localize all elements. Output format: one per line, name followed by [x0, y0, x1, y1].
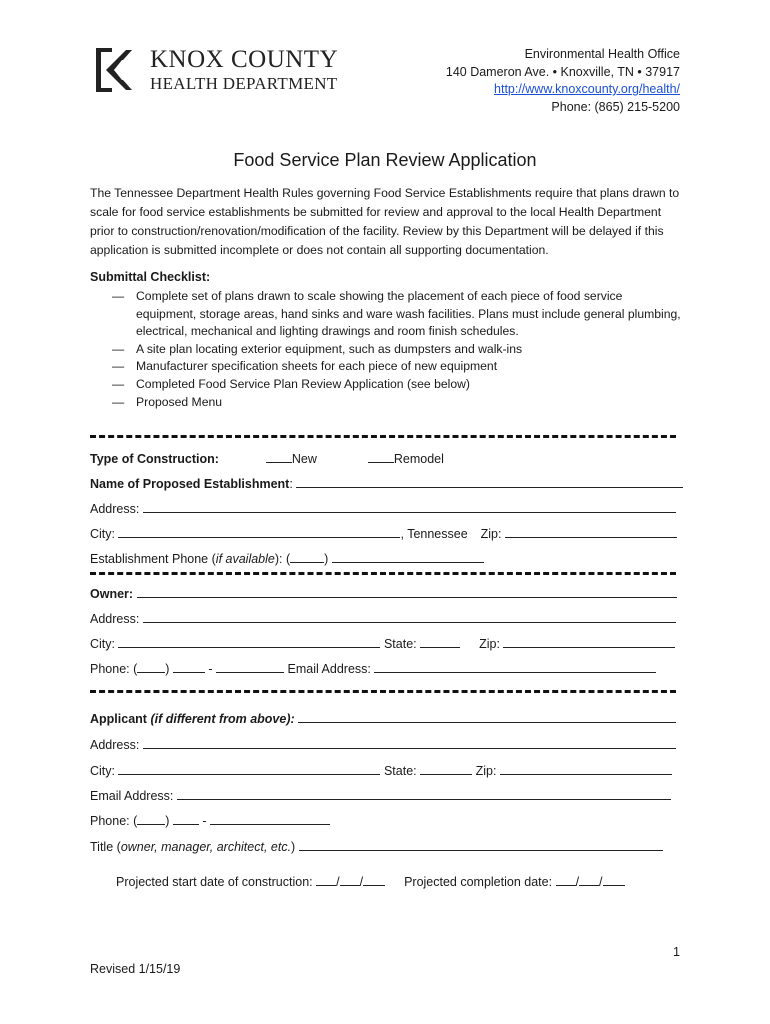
office-address: 140 Dameron Ave. • Knoxville, TN • 37917: [445, 64, 680, 79]
address-label: Address:: [90, 738, 140, 752]
revision-date: Revised 1/15/19: [90, 962, 181, 976]
phone-hint: if available: [215, 552, 275, 566]
zip-label: Zip:: [479, 637, 500, 651]
completion-year-field[interactable]: [603, 873, 625, 886]
city-label: City:: [90, 527, 115, 541]
owner-area-code-field[interactable]: [137, 660, 165, 673]
applicant-address-row: [90, 736, 680, 752]
owner-row: [90, 585, 680, 601]
contact-block: [446, 46, 680, 116]
phone-label: Phone:: [90, 814, 130, 828]
tennessee-label: , Tennessee: [400, 527, 468, 541]
applicant-title-row: Title (owner, manager, architect, etc.): [90, 838, 680, 854]
applicant-city-field[interactable]: [118, 762, 380, 775]
owner-zip-field[interactable]: [503, 635, 675, 648]
checklist-item: — A site plan locating exterior equipment, such as dumpsters and walk-ins: [112, 341, 523, 356]
establishment-address-field[interactable]: [143, 500, 676, 513]
completion-date-label: Projected completion date:: [404, 875, 553, 889]
start-date-label: Projected start date of construction:: [116, 875, 313, 889]
page-title: Food Service Plan Review Application: [233, 150, 537, 170]
email-label: Email Address:: [90, 789, 174, 803]
applicant-title-field[interactable]: [299, 838, 663, 851]
applicant-area-code-field[interactable]: [137, 812, 165, 825]
establishment-phone-label: Establishment Phone: [90, 552, 209, 566]
checklist-title: Submittal Checklist:: [90, 270, 211, 284]
owner-label: Owner:: [90, 587, 134, 601]
applicant-email-row: [90, 787, 680, 803]
applicant-hint: (if different from above):: [150, 712, 295, 726]
address-label: Address:: [90, 502, 140, 516]
org-department: HEALTH DEPARTMENT: [150, 74, 338, 93]
new-checkbox-field[interactable]: [266, 450, 292, 463]
projected-dates-row: Projected start date of construction: / / Projected completion date: / /: [116, 873, 706, 889]
page-number: 1: [673, 945, 680, 959]
website-link[interactable]: http://www.knoxcounty.org/health/: [494, 82, 680, 96]
applicant-phone-line-field[interactable]: [210, 812, 330, 825]
submittal-checklist: [112, 288, 682, 411]
applicant-state-field[interactable]: [420, 762, 472, 775]
owner-address-row: [90, 610, 680, 626]
org-name: KNOX COUNTY: [150, 46, 339, 73]
office-name: Environmental Health Office: [524, 47, 680, 61]
email-label: Email Address:: [287, 662, 371, 676]
title-hint: owner, manager, architect, etc.: [120, 840, 292, 854]
applicant-address-field[interactable]: [143, 736, 676, 749]
zip-label: Zip:: [475, 764, 497, 778]
establishment-name-label: Name of Proposed Establishment: [90, 477, 290, 491]
org-logo: [92, 46, 352, 96]
knox-county-logo-icon: [92, 46, 134, 94]
new-option-label: New: [291, 452, 317, 466]
title-label: Title: [90, 840, 114, 854]
applicant-city-row: [90, 762, 680, 778]
section-divider: [90, 572, 676, 575]
start-day-field[interactable]: [340, 873, 360, 886]
applicant-row: [90, 710, 680, 726]
owner-phone-prefix-field[interactable]: [173, 660, 205, 673]
city-label: City:: [90, 764, 115, 778]
section-divider: [90, 690, 676, 693]
remodel-option-label: Remodel: [393, 452, 444, 466]
owner-email-field[interactable]: [374, 660, 656, 673]
owner-phone-line-field[interactable]: [216, 660, 284, 673]
checklist-item: — Completed Food Service Plan Review Application (see below): [112, 376, 470, 391]
address-label: Address:: [90, 612, 140, 626]
intro-paragraph: The Tennessee Department Health Rules governing Food Service Establishments require that plans drawn to scale for food service establishments be submitted for review and approval to the local Health Department prior to construction/renovation/modification of the facility. Review by this Department will be delayed if this application is submitted incomplete or does not contain all supporting documentation.: [90, 186, 680, 257]
state-label: State:: [383, 764, 417, 778]
establishment-city-row: [90, 525, 680, 541]
construction-type-row: [90, 450, 680, 466]
establishment-zip-field[interactable]: [505, 525, 677, 538]
applicant-email-field[interactable]: [177, 787, 671, 800]
office-phone: Phone: (865) 215-5200: [551, 99, 680, 114]
establishment-address-row: [90, 500, 680, 516]
completion-day-field[interactable]: [579, 873, 599, 886]
applicant-label: Applicant: [90, 712, 147, 726]
zip-label: Zip:: [480, 527, 502, 541]
area-code-field[interactable]: [290, 550, 324, 563]
checklist-item: — Manufacturer specification sheets for each piece of new equipment: [112, 359, 498, 374]
establishment-phone-row: Establishment Phone (if available): ( ): [90, 550, 680, 566]
start-year-field[interactable]: [363, 873, 385, 886]
phone-label: Phone:: [90, 662, 130, 676]
checklist-item: — Proposed Menu: [112, 394, 223, 409]
owner-city-field[interactable]: [118, 635, 380, 648]
applicant-phone-row: Phone: ( ) -: [90, 812, 680, 828]
section-divider: [90, 435, 676, 438]
checklist-item: — Complete set of plans drawn to scale showing the placement of each piece of food service equipment, storage areas, hand sinks and ware wash facilities. Plans must include general plumbing, electrical, mechanical and lighting drawings and room finish schedules.: [112, 289, 681, 339]
applicant-zip-field[interactable]: [500, 762, 672, 775]
owner-state-field[interactable]: [420, 635, 460, 648]
construction-type-label: Type of Construction:: [90, 452, 219, 466]
establishment-city-field[interactable]: [118, 525, 400, 538]
establishment-name-row: Name of Proposed Establishment:: [90, 475, 680, 491]
completion-month-field[interactable]: [556, 873, 576, 886]
establishment-name-field[interactable]: [296, 475, 683, 488]
owner-city-row: [90, 635, 680, 651]
owner-contact-row: Phone: ( ) - Email Address:: [90, 660, 680, 676]
owner-field[interactable]: [137, 585, 677, 598]
city-label: City:: [90, 637, 115, 651]
owner-address-field[interactable]: [143, 610, 676, 623]
start-month-field[interactable]: [316, 873, 336, 886]
remodel-checkbox-field[interactable]: [368, 450, 394, 463]
establishment-phone-field[interactable]: [332, 550, 484, 563]
applicant-phone-prefix-field[interactable]: [173, 812, 199, 825]
applicant-field[interactable]: [298, 710, 676, 723]
state-label: State:: [383, 637, 417, 651]
